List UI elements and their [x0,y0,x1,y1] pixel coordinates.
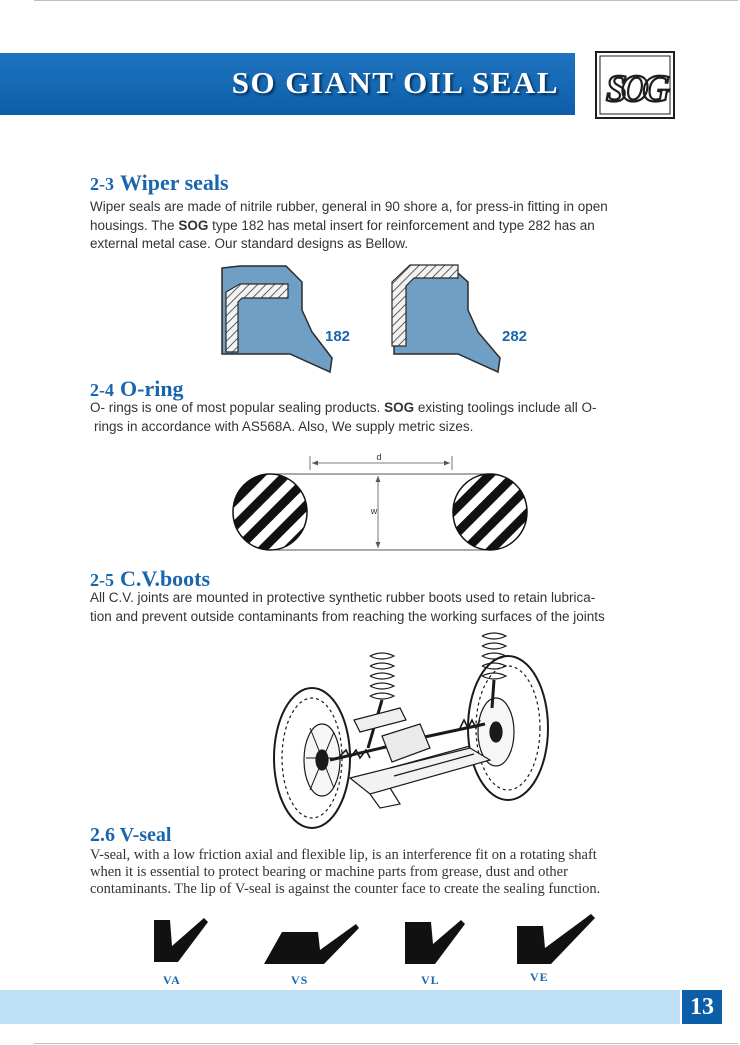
header-banner [0,53,575,115]
header-title: SO GIANT OIL SEAL [231,65,559,100]
cvboots-paragraph: All C.V. joints are mounted in protective synthetic rubber boots used to retain lubrica- tion and prevent outside contaminants from reaching the working surfaces of the joints [90,590,605,624]
oring-paragraph: O- rings is one of most popular sealing products. SOG existing toolings include all O- rings in accordance with AS568A. Also, We supply metric sizes. [90,400,597,434]
wiper-182-label: 182 [325,328,351,345]
vseal-paragraph: V-seal, with a low friction axial and flexible lip, is an interference fit on a rotating shaft when it is essential to protect bearing or machine parts from grease, dust and other contaminants. The lip of V-seal is against the counter face to create the sealing function. [90,847,601,897]
logo-lettering: SOG [605,68,665,110]
vseal-va-profile [152,916,214,966]
footer-bar [0,990,680,1024]
section-title-wiper: 2-3 Wiper seals [90,170,229,195]
wiper-seal-182-diagram [220,262,340,374]
wiper-paragraph: Wiper seals are made of nitrile rubber, general in 90 shore a, for press-in fitting in open housings. The SOG type 182 has metal insert for reinforcement and type 282 has an external metal case. Our standard designs as Bellow. [90,199,608,251]
vseal-ve-profile [515,912,599,966]
wiper-seal-282-diagram [388,262,508,374]
bottom-rule [34,1043,738,1044]
top-rule [34,0,738,1]
sog-logo [593,49,677,121]
page-number: 13 [682,990,722,1024]
vseal-vs-label: VS [291,973,309,987]
vseal-vs-profile [262,922,362,966]
vseal-ve-label: VE [530,970,549,984]
section-title-vseal: 2.6 V-seal [90,824,172,846]
oring-w-label: w [370,506,378,516]
oring-cross-section-diagram [226,452,536,556]
section-title-oring: 2-4 O-ring [90,376,184,401]
vseal-va-label: VA [163,973,181,987]
section-title-cvboots: 2-5 C.V.boots [90,566,211,591]
wiper-282-label: 282 [502,328,528,345]
cv-joint-suspension-illustration [270,628,560,838]
vseal-vl-profile [403,918,469,966]
vseal-vl-label: VL [421,973,440,987]
oring-d-label: d [376,452,382,462]
